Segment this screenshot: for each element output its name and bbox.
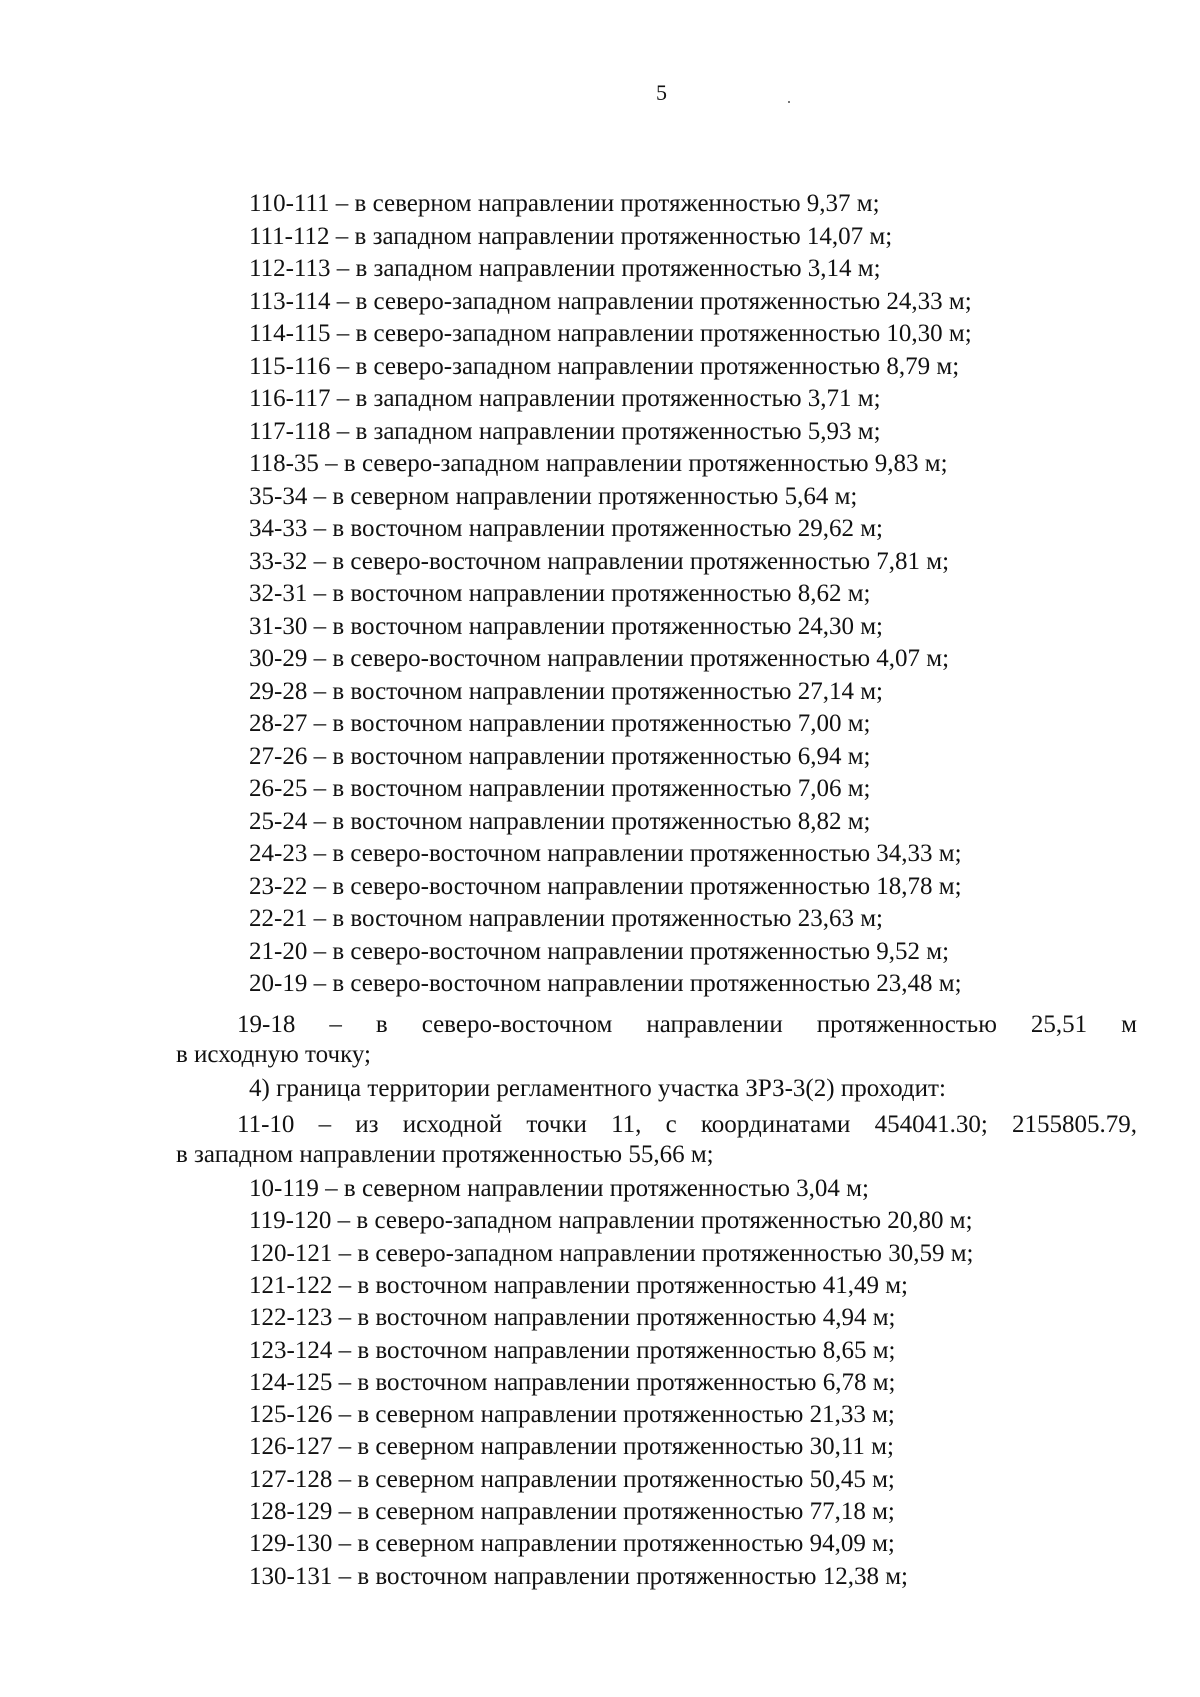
section-4-heading: 4) граница территории регламентного участка ЗРЗ-3(2) проходит: xyxy=(249,1075,946,1102)
boundary-line: 20-19 – в северо-восточном направлении протяженностью 23,48 м; xyxy=(249,970,962,997)
boundary-line: 118-35 – в северо-западном направлении протяженностью 9,83 м; xyxy=(249,450,948,477)
boundary-line: 23-22 – в северо-восточном направлении протяженностью 18,78 м; xyxy=(249,872,962,900)
boundary-line: 116-117 – в западном направлении протяженностью 3,71 м; xyxy=(249,385,881,412)
boundary-line: 113-114 – в северо-западном направлении протяженностью 24,33 м; xyxy=(249,287,972,315)
boundary-line: 34-33 – в восточном направлении протяженностью 29,62 м; xyxy=(249,515,883,542)
boundary-line: 120-121 – в северо-западном направлении протяженностью 30,59 м; xyxy=(249,1239,974,1267)
boundary-line: 31-30 – в восточном направлении протяженностью 24,30 м; xyxy=(249,612,883,640)
boundary-line: 110-111 – в северном направлении протяженностью 9,37 м; xyxy=(249,190,880,217)
boundary-line: 35-34 – в северном направлении протяженностью 5,64 м; xyxy=(249,482,858,510)
boundary-line: 32-31 – в восточном направлении протяженностью 8,62 м; xyxy=(249,580,871,607)
boundary-line: 127-128 – в северном направлении протяженностью 50,45 м; xyxy=(249,1465,895,1493)
boundary-line: 22-21 – в восточном направлении протяженностью 23,63 м; xyxy=(249,905,883,932)
boundary-line: 25-24 – в восточном направлении протяженностью 8,82 м; xyxy=(249,807,871,835)
boundary-line: 119-120 – в северо-западном направлении протяженностью 20,80 м; xyxy=(249,1207,973,1235)
boundary-line: 114-115 – в северо-западном направлении протяженностью 10,30 м; xyxy=(249,320,972,347)
boundary-line: 123-124 – в восточном направлении протяженностью 8,65 м; xyxy=(249,1336,896,1364)
boundary-line: 128-129 – в северном направлении протяженностью 77,18 м; xyxy=(249,1498,895,1525)
boundary-line-19-18-continuation: в исходную точку; xyxy=(176,1041,371,1068)
boundary-line-11-10: 11-10 – из исходной точки 11, с координатами 454041.30; 2155805.79, xyxy=(237,1111,1137,1138)
scan-speck xyxy=(788,101,790,103)
boundary-line: 29-28 – в восточном направлении протяженностью 27,14 м; xyxy=(249,677,883,705)
boundary-line: 30-29 – в северо-восточном направлении протяженностью 4,07 м; xyxy=(249,645,950,672)
boundary-line: 117-118 – в западном направлении протяженностью 5,93 м; xyxy=(249,417,881,445)
boundary-line: 126-127 – в северном направлении протяженностью 30,11 м; xyxy=(249,1433,894,1461)
boundary-line: 124-125 – в восточном направлении протяженностью 6,78 м; xyxy=(249,1368,896,1396)
boundary-line: 111-112 – в западном направлении протяженностью 14,07 м; xyxy=(249,222,893,250)
boundary-line: 26-25 – в восточном направлении протяженностью 7,06 м; xyxy=(249,775,871,802)
boundary-line: 130-131 – в восточном направлении протяженностью 12,38 м; xyxy=(249,1562,908,1590)
boundary-line: 112-113 – в западном направлении протяженностью 3,14 м; xyxy=(249,255,881,282)
boundary-line-11-10-continuation: в западном направлении протяженностью 55,66 м; xyxy=(176,1141,714,1168)
boundary-line: 10-119 – в северном направлении протяженностью 3,04 м; xyxy=(249,1175,869,1202)
boundary-line: 129-130 – в северном направлении протяженностью 94,09 м; xyxy=(249,1530,895,1558)
boundary-line: 125-126 – в северном направлении протяженностью 21,33 м; xyxy=(249,1401,895,1429)
boundary-line: 122-123 – в восточном направлении протяженностью 4,94 м; xyxy=(249,1304,896,1332)
boundary-line: 28-27 – в восточном направлении протяженностью 7,00 м; xyxy=(249,710,871,737)
page-number: 5 xyxy=(656,80,667,105)
boundary-line: 21-20 – в северо-восточном направлении протяженностью 9,52 м; xyxy=(249,937,950,965)
boundary-line: 121-122 – в восточном направлении протяженностью 41,49 м; xyxy=(249,1271,908,1299)
boundary-line: 24-23 – в северо-восточном направлении протяженностью 34,33 м; xyxy=(249,840,962,867)
boundary-line: 115-116 – в северо-западном направлении протяженностью 8,79 м; xyxy=(249,352,960,380)
boundary-line-19-18: 19-18 – в северо-восточном направлении протяженностью 25,51 м xyxy=(237,1011,1137,1038)
boundary-line: 33-32 – в северо-восточном направлении протяженностью 7,81 м; xyxy=(249,547,950,575)
boundary-line: 27-26 – в восточном направлении протяженностью 6,94 м; xyxy=(249,742,871,770)
